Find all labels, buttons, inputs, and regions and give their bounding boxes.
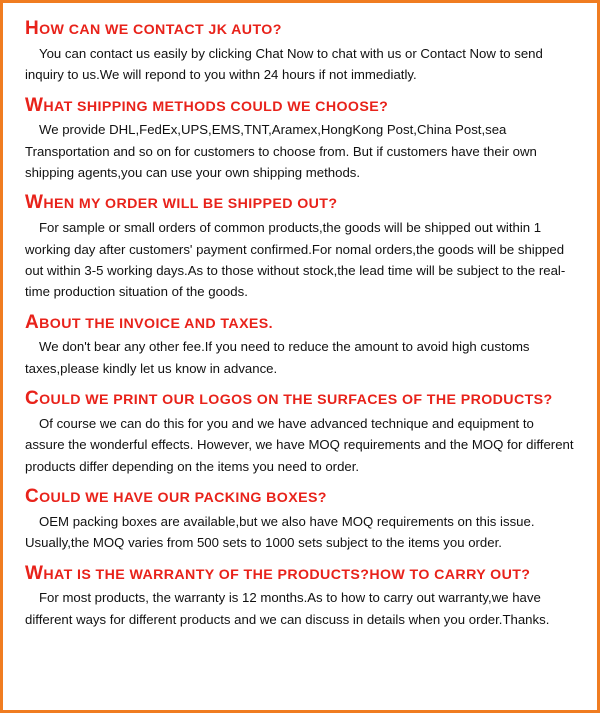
faq-item <box>25 564 575 631</box>
faq-question-text: OULD WE HAVE OUR PACKING BOXES? <box>39 490 327 506</box>
faq-answer: For most products, the warranty is 12 months.As to how to carry out warranty,we have different ways for different products and we can discuss in details when you order.Thanks. <box>25 590 550 627</box>
faq-answer: For sample or small orders of common products,the goods will be shipped out within 1 working day after customers' payment confirmed.For nomal orders,the goods will be shipped out within 3-5 working days.As to those without stock,the lead time will be subject to the real-time production situation of the goods. <box>25 220 566 300</box>
faq-question-initial: C <box>25 388 40 410</box>
faq-question-text: HAT SHIPPING METHODS COULD WE CHOOSE? <box>43 98 389 115</box>
faq-item <box>25 313 575 380</box>
faq-item <box>25 389 575 477</box>
faq-question <box>25 487 575 508</box>
faq-answer: We provide DHL,FedEx,UPS,EMS,TNT,Aramex,HongKong Post,China Post,sea Transportation and so on for customers to choose from. But if customers have their own shipping agents,you can use your own shipping methods. <box>25 122 537 180</box>
faq-answer: Of course we can do this for you and we have advanced technique and equipment to assure the wonderful effects. However, we have MOQ requirements and the MOQ for different products differ depending on the items you need to order. <box>25 415 574 474</box>
faq-question-text: HEN MY ORDER WILL BE SHIPPED OUT? <box>43 196 338 213</box>
faq-question-text: BOUT THE INVOICE AND TAXES. <box>39 315 273 332</box>
faq-question <box>25 96 575 117</box>
faq-question-text: HAT IS THE WARRANTY OF THE PRODUCTS?HOW TO CARRY OUT? <box>43 566 531 583</box>
faq-question-initial: W <box>25 94 44 116</box>
faq-item <box>25 96 575 184</box>
faq-question <box>25 313 575 334</box>
faq-item <box>25 487 575 554</box>
faq-question <box>25 193 575 214</box>
faq-question-text: OULD WE PRINT OUR LOGOS ON THE SURFACES OF THE PRODUCTS? <box>39 392 553 409</box>
faq-question-text: OW CAN WE CONTACT JK AUTO? <box>39 22 282 38</box>
faq-question-initial: W <box>25 192 44 214</box>
faq-question-initial: C <box>25 486 40 507</box>
faq-answer: We don't bear any other fee.If you need to reduce the amount to avoid high customs taxes,please kindly let us know in advance. <box>25 339 530 376</box>
faq-question-initial: H <box>25 18 40 39</box>
faq-answer: You can contact us easily by clicking Chat Now to chat with us or Contact Now to send inquiry to us.We will repond to you withn 24 hours if not immediatly. <box>25 45 543 83</box>
faq-question <box>25 19 575 40</box>
faq-question-initial: W <box>25 562 44 584</box>
faq-question-initial: A <box>25 311 40 333</box>
faq-item <box>25 19 575 86</box>
faq-question <box>25 389 575 410</box>
faq-question <box>25 564 575 585</box>
faq-answer: OEM packing boxes are available,but we also have MOQ requirements on this issue. Usually,the MOQ varies from 500 sets to 1000 sets subject to the items you order. <box>25 513 535 551</box>
faq-item <box>25 193 575 302</box>
